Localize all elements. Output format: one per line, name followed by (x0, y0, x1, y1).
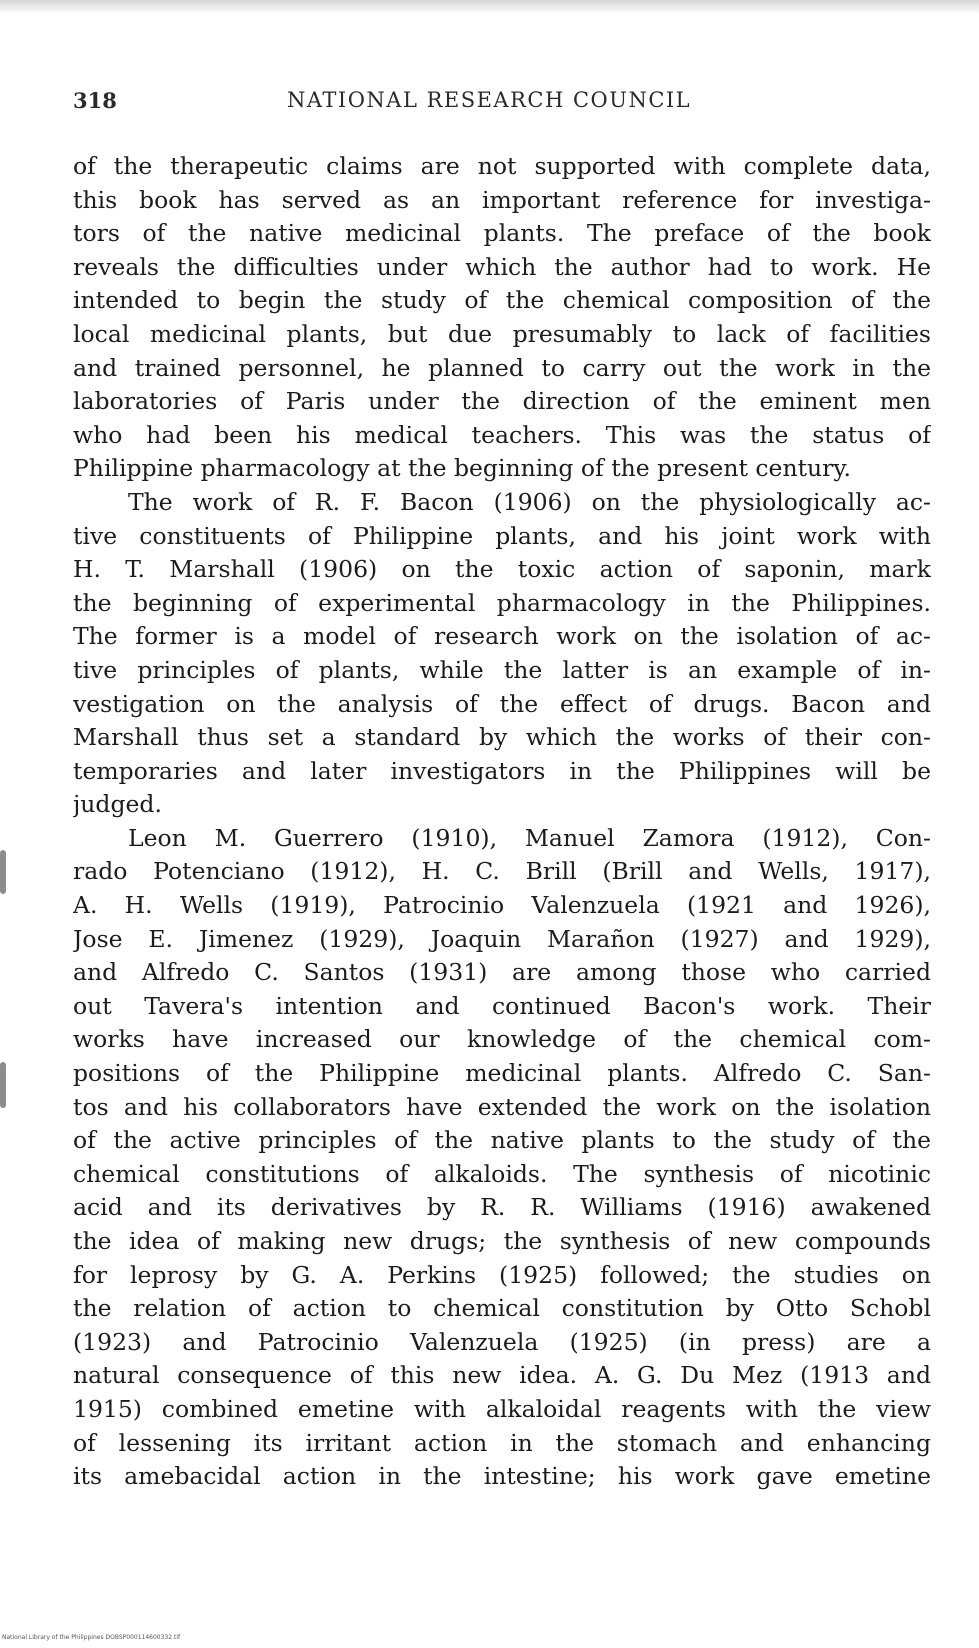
text-line: local medicinal plants, but due presumably to lack of facilities (73, 319, 931, 348)
text-line: of the therapeutic claims are not supported with complete data, (73, 152, 931, 180)
text-line: laboratories of Paris under the direction of the eminent men (73, 387, 931, 416)
running-head: NATIONAL RESEARCH COUNCIL (287, 88, 692, 112)
text-line: The work of R. F. Bacon (1906) on the physiologically ac- (128, 487, 931, 516)
text-line: out Tavera's intention and continued Bacon's work. Their (73, 991, 931, 1020)
text-line: who had been his medical teachers. This was the status of (73, 420, 931, 449)
text-line: tive constituents of Philippine plants, and his joint work with (73, 521, 931, 550)
text-line: temporaries and later investigators in the Philippines will be (73, 756, 931, 785)
text-line: natural consequence of this new idea. A. G. Du Mez (1913 and (73, 1361, 931, 1390)
paragraph (73, 486, 931, 822)
text-line: and trained personnel, he planned to carry out the work in the (73, 353, 931, 382)
text-line: tors of the native medicinal plants. The preface of the book (73, 219, 931, 248)
text-line: tos and his collaborators have extended the work on the isolation (73, 1092, 931, 1121)
text-line: reveals the difficulties under which the author had to work. He (73, 252, 931, 281)
paragraph (73, 822, 931, 1494)
text-line: works have increased our knowledge of the chemical com- (73, 1025, 931, 1054)
text-line: The former is a model of research work on the isolation of ac- (73, 622, 931, 651)
text-line: (1923) and Patrocinio Valenzuela (1925) (in press) are a (73, 1327, 931, 1356)
text-line: Leon M. Guerrero (1910), Manuel Zamora (1912), Con- (128, 823, 931, 852)
paragraph (73, 150, 931, 486)
scan-margin-mark (0, 850, 6, 894)
scan-source-note: National Library of the Philippines DOBSP000114600332.tif (2, 1634, 181, 1641)
text-line: vestigation on the analysis of the effect of drugs. Bacon and (73, 689, 931, 718)
text-line: Jose E. Jimenez (1929), Joaquin Marañon (1927) and 1929), (73, 924, 931, 953)
text-line: the idea of making new drugs; the synthesis of new compounds (73, 1227, 931, 1255)
text-line: positions of the Philippine medicinal plants. Alfredo C. San- (73, 1059, 931, 1088)
text-line: H. T. Marshall (1906) on the toxic action of saponin, mark (73, 555, 931, 584)
text-line: acid and its derivatives by R. R. Williams (1916) awakened (73, 1193, 931, 1222)
page-number: 318 (73, 88, 117, 113)
text-line: chemical constitutions of alkaloids. The synthesis of nicotinic (73, 1159, 931, 1188)
text-line: tive principles of plants, while the latter is an example of in- (73, 655, 931, 684)
text-line: its amebacidal action in the intestine; his work gave emetine (73, 1462, 931, 1491)
scan-top-shadow (0, 0, 979, 14)
scan-margin-mark (0, 1062, 6, 1108)
text-line: 1915) combined emetine with alkaloidal reagents with the view (73, 1394, 931, 1423)
text-line: of the active principles of the native plants to the study of the (73, 1126, 931, 1155)
page-header (73, 88, 931, 118)
text-line: A. H. Wells (1919), Patrocinio Valenzuela (1921 and 1926), (73, 891, 931, 920)
text-line: Philippine pharmacology at the beginning of the present century. (73, 454, 852, 483)
text-line: rado Potenciano (1912), H. C. Brill (Brill and Wells, 1917), (73, 857, 931, 886)
text-line: for leprosy by G. A. Perkins (1925) followed; the studies on (73, 1260, 931, 1289)
text-line: this book has served as an important reference for investiga- (73, 185, 931, 214)
text-line: the beginning of experimental pharmacology in the Philippines. (73, 588, 931, 617)
text-line: intended to begin the study of the chemical composition of the (73, 286, 931, 315)
text-line: of lessening its irritant action in the stomach and enhancing (73, 1428, 931, 1457)
body-text (73, 150, 931, 1494)
text-line: the relation of action to chemical constitution by Otto Schobl (73, 1294, 931, 1323)
text-line: judged. (73, 790, 162, 819)
text-line: and Alfredo C. Santos (1931) are among those who carried (73, 958, 931, 987)
text-line: Marshall thus set a standard by which the works of their con- (73, 723, 931, 752)
